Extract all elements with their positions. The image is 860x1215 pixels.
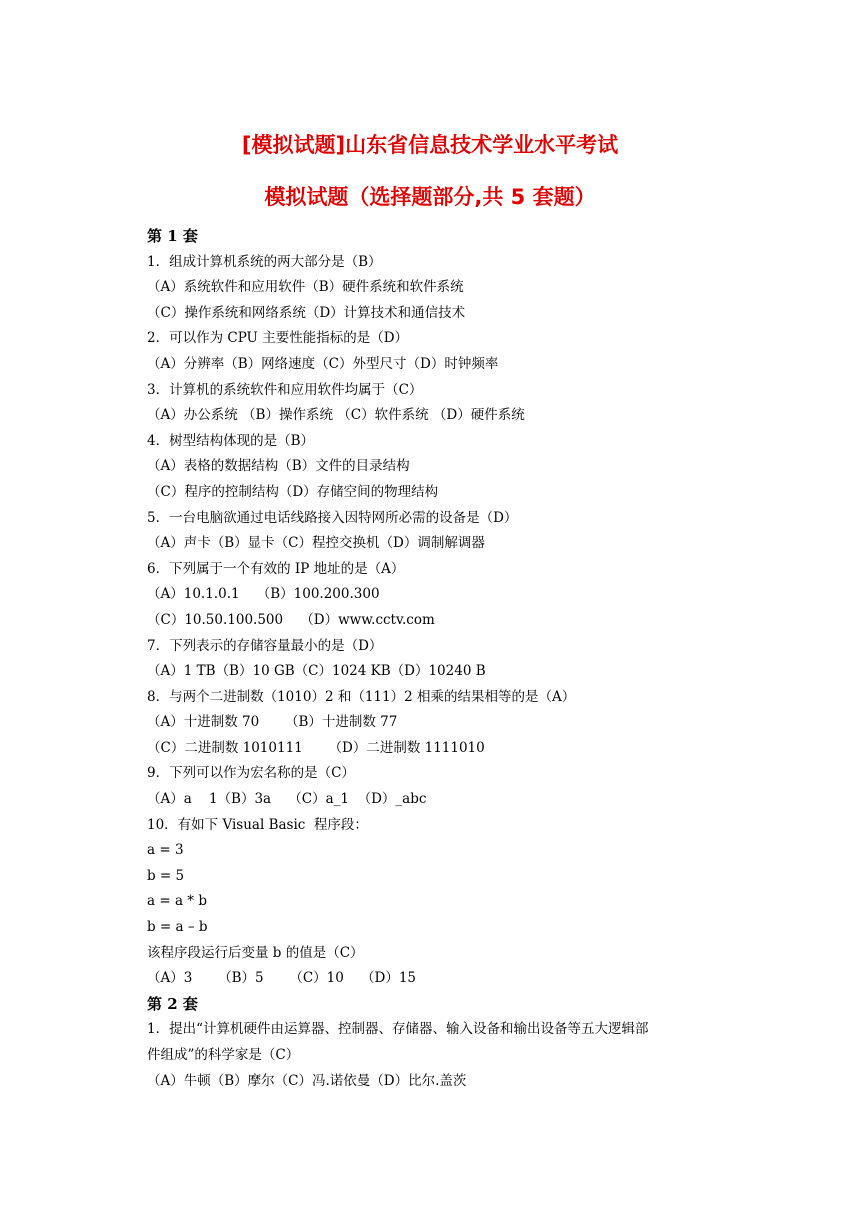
text-line: （A）牛顿（B）摩尔（C）冯.诺依曼（D）比尔.盖茨 — [147, 1072, 467, 1089]
text-line: 件组成”的科学家是（C） — [147, 1047, 300, 1063]
question-list — [147, 224, 747, 1094]
text-line: b = a – b — [147, 919, 208, 936]
text-line: a = 3 — [147, 842, 184, 859]
text-line: 9．下列可以作为宏名称的是（C） — [147, 765, 355, 782]
text-line: 该程序段运行后变量 b 的值是（C） — [147, 944, 364, 961]
section-heading: 第 2 套 — [147, 994, 198, 1013]
text-line: 5．一台电脑欲通过电话线路接入因特网所必需的设备是（D） — [147, 509, 518, 526]
page-title: [模拟试题]山东省信息技术学业水平考试 — [241, 133, 619, 157]
text-line: （A）表格的数据结构（B）文件的目录结构 — [147, 458, 410, 475]
text-line: 2．可以作为 CPU 主要性能指标的是（D） — [147, 330, 409, 347]
text-line: 8．与两个二进制数（1010）2 和（111）2 相乘的结果相等的是（A） — [147, 688, 576, 705]
text-line: b = 5 — [147, 867, 185, 884]
text-line: （A）系统软件和应用软件（B）硬件系统和软件系统 — [147, 279, 464, 296]
page-subtitle: 模拟试题（选择题部分,共 5 套题） — [264, 185, 596, 209]
text-line: （C）10.50.100.500 （D）www.cctv.com — [147, 611, 435, 628]
text-line: （A）十进制数 70 （B）十进制数 77 — [147, 714, 398, 731]
text-line: （A）a 1（B）3a （C）a_1 （D）_abc — [147, 791, 427, 808]
text-line: 7．下列表示的存储容量最小的是（D） — [147, 637, 383, 654]
text-line: （C）程序的控制结构（D）存储空间的物理结构 — [147, 483, 439, 500]
text-line: （A）办公系统 （B）操作系统 （C）软件系统 （D）硬件系统 — [147, 407, 525, 424]
text-line: （C）操作系统和网络系统（D）计算技术和通信技术 — [147, 304, 466, 321]
text-line: （A）1 TB（B）10 GB（C）1024 KB（D）10240 B — [147, 663, 486, 680]
text-line: （A）分辨率（B）网络速度（C）外型尺寸（D）时钟频率 — [147, 355, 499, 372]
text-line: a = a * b — [147, 893, 207, 910]
section-heading: 第 1 套 — [147, 227, 198, 245]
text-line: 6．下列属于一个有效的 IP 地址的是（A） — [147, 560, 405, 577]
text-line: （C）二进制数 1010111 （D）二进制数 1111010 — [147, 739, 485, 756]
text-line: （A）声卡（B）显卡（C）程控交换机（D）调制解调器 — [147, 535, 485, 552]
text-line: 3．计算机的系统软件和应用软件均属于（C） — [147, 381, 423, 398]
text-line: 10．有如下 Visual Basic 程序段： — [147, 816, 368, 833]
text-line: （A）10.1.0.1 （B）100.200.300 — [147, 586, 380, 603]
text-line: 1．组成计算机系统的两大部分是（B） — [147, 253, 382, 270]
text-line: 4．树型结构体现的是（B） — [147, 432, 315, 449]
text-line: （A）3 （B）5 （C）10 （D）15 — [147, 970, 417, 987]
text-line: 1．提出“计算机硬件由运算器、控制器、存储器、输入设备和输出设备等五大逻辑部 — [147, 1021, 649, 1038]
